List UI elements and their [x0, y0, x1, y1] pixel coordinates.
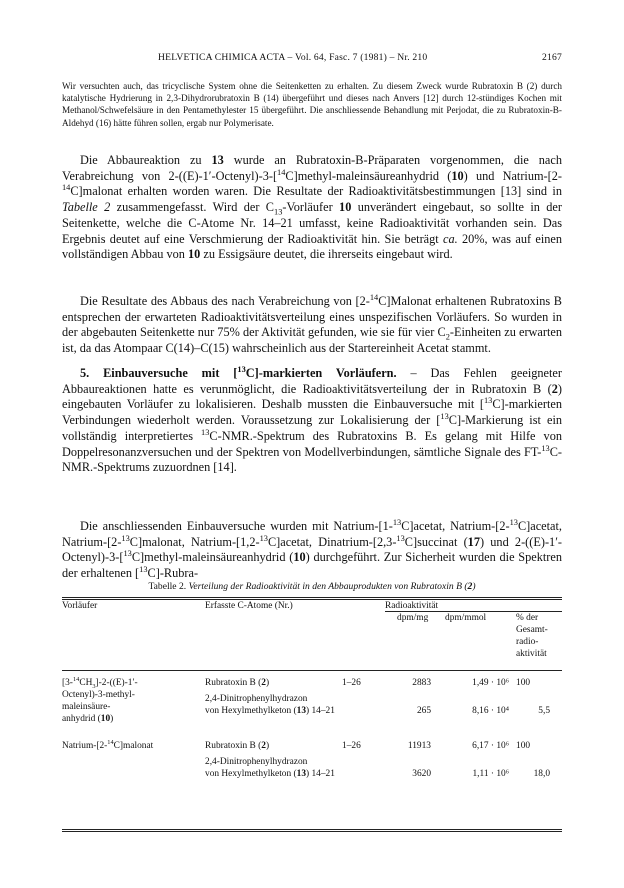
table-bottom-rule	[62, 829, 562, 830]
row1-vorlaeufer-line4: anhydrid (10)	[62, 714, 114, 724]
header-pct-2: Gesamt-	[516, 625, 548, 635]
row2-atom-1: Rubratoxin B (2)	[205, 741, 270, 751]
header-pct-3: radio-	[516, 637, 539, 647]
row2-dpm-mg-2: 3620	[412, 769, 431, 779]
header-dpm-mg: dpm/mg	[397, 613, 429, 623]
running-header	[62, 52, 562, 66]
table-top-rule	[62, 597, 562, 598]
row1-nr-1: 1–26	[342, 678, 361, 688]
header-dpm-mmol: dpm/mmol	[445, 613, 487, 623]
row1-dpm-mmol-2: 8,16 · 10⁴	[472, 706, 509, 716]
row1-pct-1: 100	[516, 678, 531, 688]
header-vorlaeufer: Vorläufer	[62, 601, 98, 611]
row1-vorlaeufer-line1: $[3-^{14}CH_3]-2-((E)-1'-$	[62, 675, 138, 690]
table-header-rule	[62, 670, 562, 671]
header-radioaktivitaet: Radioaktivität	[385, 601, 439, 611]
row2-atom-2: 2,4-Dinitrophenylhydrazon	[205, 757, 308, 767]
header-pct-4: aktivität	[516, 649, 547, 659]
row1-vorlaeufer-line2: Octenyl)-3-methyl-	[62, 690, 135, 700]
row2-atom-3: von Hexylmethylketon (13) 14–21	[205, 769, 335, 779]
row1-atom-1: Rubratoxin B (2)	[205, 678, 270, 688]
row1-dpm-mg-2: 265	[416, 706, 431, 716]
small-print-paragraph: Wir versuchten auch, das tricyclische System ohne die Seitenketten zu erhalten. Zu diesem Zweck wurde Rubratoxin B (2) durch katalytische Hydrierung in 2,3-Dihydrorubratoxin B (14) übergeführt und dieses nach Anvers [12] durch 12-stündiges Kochen mit Methanol/Schwefelsäure in den Pentamethylester 15 übergeführt. Die anschliessende Behandlung mit Perjodat, die zu Rubratoxin-B-Aldehyd (16) hätte führen sollen, ergab nur Polymerisate.	[62, 81, 562, 128]
row1-atom-3: von Hexylmethylketon (13) 14–21	[205, 706, 335, 716]
table-caption: Tabelle 2. Verteilung der Radioaktivität in den Abbauprodukten von Rubratoxin B (2)	[148, 581, 476, 592]
row2-vorlaeufer-line1: Natrium-[2-$^{14}$C]malonat	[62, 738, 154, 751]
row1-dpm-mg-1: 2883	[412, 678, 431, 688]
header-atome: Erfasste C-Atome (Nr.)	[205, 601, 293, 611]
body-paragraph-1: Die Abbaureaktion zu 13 wurde an Rubratoxin-B-Präparaten vorgenommen, die nach Verabreichung von 2-((E)-1′-Octenyl)-3-[$^{14}$C]methyl-maleinsäureanhydrid (10) und Natrium-[2-$^{14}$C]malonat erhalten worden waren. Die Resultate der Radioaktivitätsbestimmungen [13] sind in Tabelle 2 zusammengefasst. Wird der $C_{13}$-Vorläufer 10 unverändert eingebaut, so sollte in der Seitenkette, welche die C-Atome Nr. 14–21 umfasst, keine Radioaktivität vorhanden sein. Das Ergebnis deutet auf eine Verschmierung der Radioaktivität hin. Sie beträgt ca. 20%, was auf einen vollständigen Abbau von 10 zu Essigsäure deutet, die ihrerseits eingebaut wird.	[62, 153, 562, 262]
table-bottom-rule-2	[62, 831, 562, 832]
page-number: 2167	[542, 52, 562, 63]
row1-dpm-mmol-1: 1,49 · 10⁶	[472, 678, 509, 688]
section-heading: 5. Einbauversuche mit [$^{13}$C]-markierten Vorläufern.	[80, 364, 397, 380]
row2-dpm-mg-1: 11913	[407, 741, 431, 751]
header-pct-1: % der	[516, 613, 539, 623]
row1-vorlaeufer-line3: maleinsäure-	[62, 702, 111, 712]
row1-pct-2: 5,5	[538, 706, 550, 716]
row2-pct-1: 100	[516, 741, 531, 751]
row2-dpm-mmol-1: 6,17 · 10⁶	[472, 741, 509, 751]
row2-dpm-mmol-2: 1,11 · 10⁶	[472, 769, 509, 779]
journal-title: HELVETICA CHIMICA ACTA – Vol. 64, Fasc. 7 (1981) – Nr. 210	[158, 52, 428, 63]
body-paragraph-4: Die anschliessenden Einbauversuche wurden mit Natrium-[1-$^{13}$C]acetat, Natrium-[2-$^{13}$C]acetat, Natrium-[2-$^{13}$C]malonat, Natrium-[1,2-$^{13}$C]acetat, Dinatrium-[2,3-$^{13}$C]succinat (17) und 2-((E)-1′-Octenyl)-3-[$^{13}$C]methyl-maleinsäureanhydrid (10) durchgeführt. Zur Sicherheit wurden die Spektren der erhaltenen [$^{13}$C]-Rubra-	[62, 517, 562, 581]
row1-atom-2: 2,4-Dinitrophenylhydrazon	[205, 694, 308, 704]
row2-pct-2: 18,0	[533, 769, 550, 779]
body-paragraph-2: Die Resultate des Abbaus des nach Verabreichung von [2-$^{14}$C]Malonat erhaltenen Rubratoxins B entsprechen der erwarteten Radioaktivitätsverteilung eines unspezifischen Vorläufers. So wurden in der abgebauten Seitenkette nur 75% der Aktivität gefunden, wie sie für vier $C_2$-Einheiten zu erwarten ist, da das Atompaar C(14)–C(15) wahrscheinlich aus der Startereinheit Acetat stammt.	[62, 292, 563, 356]
table-top-rule-2	[62, 599, 562, 600]
section-5-paragraph: 5. Einbauversuche mit [$^{13}$C]-markierten Vorläufern. – Das Fehlen geeigneter Abbaureaktionen hatte es verunmöglicht, die Radioaktivitätsverteilung der in Rubratoxin B (2) eingebauten Vorläufer zu lokalisieren. Deshalb mussten die Einbauversuche mit [$^{13}$C]-markierten Verbindungen wiederholt werden. Voraussetzung zur Lokalisierung der [$^{13}$C]-Markierung ist ein vollständig interpretiertes $^{13}$C-NMR.-Spektrum des Rubratoxins B. Es gelang mit Hilfe von Doppelresonanzversuchen und der Spektren von Modellverbindungen, sämtliche Signale des FT-$^{13}$C-NMR.-Spektrums zuzuordnen [14].	[62, 364, 563, 475]
row2-nr-1: 1–26	[342, 741, 361, 751]
